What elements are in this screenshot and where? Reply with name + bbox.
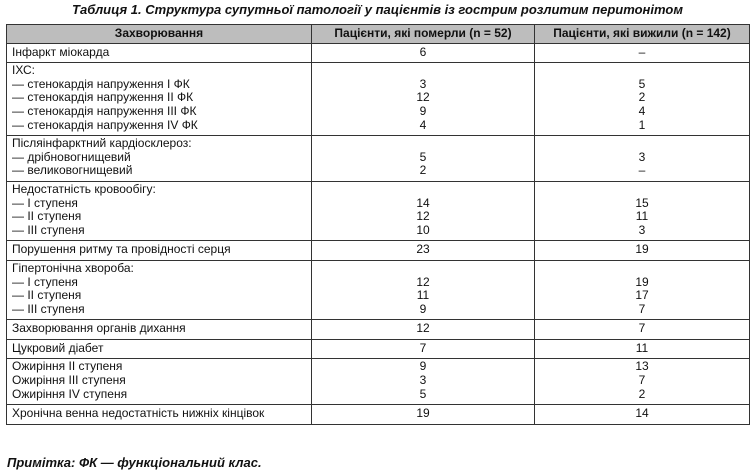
died-count-line: 19 [416, 406, 430, 421]
table-row [7, 320, 750, 340]
disease-cell [7, 320, 312, 340]
survived-count-cell [535, 320, 750, 340]
survived-count-cell [535, 63, 750, 136]
disease-line: — великовогнищевий [12, 163, 133, 178]
column-header-disease: Захворювання [7, 25, 312, 44]
died-count-line: 23 [416, 242, 430, 257]
survived-count-line [540, 64, 744, 78]
survived-count-line [540, 137, 744, 151]
died-count-line: 3 [419, 373, 427, 388]
disease-line: — ІІІ ступеня [12, 301, 85, 316]
died-count-cell [312, 136, 535, 182]
table-header-row [7, 25, 750, 44]
died-count-line: 7 [419, 340, 427, 355]
disease-line: — стенокардія напруження І ФК [12, 76, 190, 91]
died-count-cell [312, 320, 535, 340]
disease-line: Недостатність кровообігу: [12, 181, 156, 196]
column-header-survived: Пацієнти, які вижили (n = 142) [535, 25, 750, 44]
table-row [7, 405, 750, 425]
died-count-line: 12 [416, 321, 430, 336]
died-count-line: 12 [416, 90, 430, 105]
survived-count-line: 4 [638, 103, 646, 118]
disease-line: — І ступеня [12, 195, 78, 210]
survived-count-cell [535, 181, 750, 240]
survived-count-line: 7 [638, 301, 646, 316]
disease-cell [7, 260, 312, 319]
died-count-cell [312, 405, 535, 425]
disease-line: Порушення ритму та провідності серця [12, 242, 231, 257]
died-count-line: 2 [419, 163, 427, 178]
survived-count-line [540, 183, 744, 197]
survived-count-cell [535, 43, 750, 63]
survived-count-cell [535, 241, 750, 261]
table-caption: Таблиця 1. Структура супутньої патології у пацієнтів із гострим розлитим перитонітом [72, 2, 683, 17]
survived-count-line: 2 [638, 386, 646, 401]
table-row [7, 260, 750, 319]
disease-line: Інфаркт міокарда [12, 44, 110, 59]
died-count-line [317, 64, 529, 78]
survived-count-line: 19 [635, 274, 649, 289]
disease-line: — ІІ ступеня [12, 209, 82, 224]
disease-line: ІХС: [12, 63, 35, 78]
survived-count-line: 14 [635, 406, 649, 421]
survived-count-line: 2 [638, 90, 646, 105]
died-count-line: 12 [416, 209, 430, 224]
survived-count-line: 17 [635, 288, 649, 303]
died-count-cell [312, 63, 535, 136]
survived-count-line: 11 [635, 209, 649, 224]
survived-count-line: 3 [638, 222, 646, 237]
disease-line: — ІІІ ступеня [12, 222, 85, 237]
disease-line: — дрібновогнищевий [12, 149, 131, 164]
died-count-cell [312, 260, 535, 319]
survived-count-line: 1 [638, 117, 646, 132]
disease-line: Цукровий діабет [12, 340, 104, 355]
survived-count-line: 11 [635, 340, 649, 355]
survived-count-line: 19 [635, 242, 649, 257]
disease-line: — І ступеня [12, 274, 78, 289]
survived-count-cell [535, 339, 750, 359]
table-row [7, 241, 750, 261]
died-count-line [317, 183, 529, 197]
died-count-line: 4 [419, 117, 427, 132]
died-count-line [317, 262, 529, 276]
died-count-line: 9 [419, 103, 427, 118]
died-count-line: 3 [419, 76, 427, 91]
table-row [7, 63, 750, 136]
survived-count-cell [535, 405, 750, 425]
comorbidity-table [6, 24, 750, 425]
disease-cell [7, 136, 312, 182]
died-count-line: 9 [419, 359, 427, 374]
disease-line: Захворювання органів дихання [12, 321, 186, 336]
disease-line: Ожиріння ІІ ступеня [12, 359, 123, 374]
died-count-cell [312, 181, 535, 240]
disease-cell [7, 405, 312, 425]
survived-count-line: 3 [638, 149, 646, 164]
died-count-cell [312, 241, 535, 261]
survived-count-line: 5 [638, 76, 646, 91]
disease-line: — стенокардія напруження ІІ ФК [12, 90, 194, 105]
disease-line: Гіпертонічна хвороба: [12, 260, 134, 275]
died-count-line: 9 [419, 301, 427, 316]
died-count-line: 11 [416, 288, 430, 303]
table-row [7, 181, 750, 240]
disease-cell [7, 359, 312, 405]
table-row [7, 43, 750, 63]
survived-count-line: 7 [638, 373, 646, 388]
table-row [7, 136, 750, 182]
survived-count-line: 7 [638, 321, 646, 336]
column-header-died: Пацієнти, які померли (n = 52) [312, 25, 535, 44]
survived-count-line: – [638, 163, 646, 178]
died-count-line: 14 [416, 195, 430, 210]
died-count-line [317, 137, 529, 151]
died-count-cell [312, 359, 535, 405]
disease-line: Ожиріння IV ступеня [12, 386, 128, 401]
survived-count-line: 15 [635, 195, 649, 210]
died-count-line: 5 [419, 386, 427, 401]
disease-line: Післяінфарктний кардіосклероз: [12, 136, 192, 151]
died-count-line: 5 [419, 149, 427, 164]
disease-cell [7, 339, 312, 359]
died-count-cell [312, 43, 535, 63]
died-count-line: 12 [416, 274, 430, 289]
table-note: Примітка: ФК — функціональний клас. [7, 455, 262, 470]
disease-line: Хронічна венна недостатність нижніх кінцівок [12, 406, 265, 421]
table-row [7, 339, 750, 359]
disease-cell [7, 181, 312, 240]
survived-count-line [540, 262, 744, 276]
died-count-cell [312, 339, 535, 359]
disease-line: — стенокардія напруження IV ФК [12, 117, 198, 132]
disease-cell [7, 43, 312, 63]
died-count-line: 10 [416, 222, 430, 237]
disease-line: — стенокардія напруження ІІІ ФК [12, 103, 197, 118]
disease-cell [7, 241, 312, 261]
survived-count-line: – [638, 44, 646, 59]
survived-count-cell [535, 260, 750, 319]
survived-count-cell [535, 136, 750, 182]
disease-cell [7, 63, 312, 136]
table-row [7, 359, 750, 405]
disease-line: Ожиріння ІІІ ступеня [12, 373, 126, 388]
died-count-line: 6 [419, 44, 427, 59]
survived-count-line: 13 [635, 359, 649, 374]
table-body [7, 43, 750, 424]
survived-count-cell [535, 359, 750, 405]
disease-line: — ІІ ступеня [12, 288, 82, 303]
